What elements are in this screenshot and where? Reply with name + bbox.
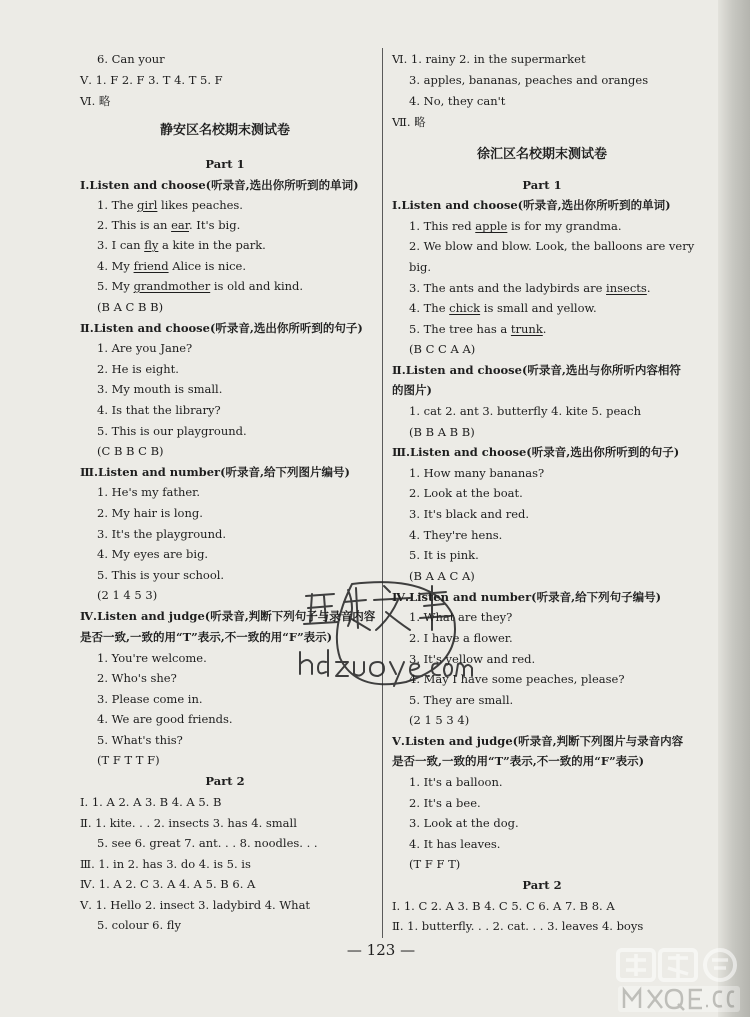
section-heading — [392, 362, 681, 378]
section-instruction: 是否一致,一致的用“T”表示,不一致的用“F”表示) — [80, 630, 333, 644]
list-item: 1. Are you Jane? — [97, 341, 193, 355]
list-item: 2. It's a bee. — [409, 796, 481, 810]
section-instruction: 的图片) — [392, 383, 432, 397]
answer-line: Ⅱ. 1. butterfly. . . 2. cat. . . 3. leaves 4. boys — [392, 919, 644, 933]
list-item: 1. How many bananas? — [409, 466, 545, 480]
list-item: 1. You're welcome. — [97, 651, 207, 665]
item-text: is small and yellow. — [480, 301, 597, 315]
item-text: 1. The — [97, 198, 138, 212]
answer-line: Ⅵ. 1. rainy 2. in the supermarket — [392, 52, 586, 66]
list-item — [392, 280, 650, 296]
list-item — [392, 218, 622, 234]
answer-line: (B A C B B) — [97, 300, 164, 314]
section-heading — [392, 733, 683, 749]
list-item — [80, 237, 266, 253]
list-item: 4. May I have some peaches, please? — [409, 672, 625, 686]
answer-line: (C B B C B) — [97, 444, 164, 458]
exam-title: 徐汇区名校期末测试卷 — [476, 147, 607, 162]
underlined-word: fly — [144, 238, 159, 252]
list-item: 3. It's black and red. — [409, 507, 530, 521]
section-number: Ⅰ. — [392, 198, 402, 212]
answer-line: Ⅴ. 1. Hello 2. insect 3. ladybird 4. What — [80, 898, 311, 912]
section-heading — [392, 444, 679, 460]
list-item: 5. This is our playground. — [97, 424, 247, 438]
section-heading — [80, 320, 363, 336]
answer-line: Ⅱ. 1. kite. . . 2. insects 3. has 4. small — [80, 816, 297, 830]
item-text: . It's big. — [189, 218, 241, 232]
list-item: 2. I have a flower. — [409, 631, 513, 645]
answer-line: 4. No, they can't — [409, 94, 506, 108]
answer-line: Ⅴ. 1. F 2. F 3. T 4. T 5. F — [80, 73, 223, 87]
section-heading — [392, 589, 661, 605]
underlined-word: ear — [171, 218, 189, 232]
answer-line: 5. see 6. great 7. ant. . . 8. noodles. . . — [97, 836, 318, 850]
section-instruction: (听录音,判断下列句子与录音内容 — [204, 609, 376, 623]
section-instruction-cont — [392, 753, 644, 769]
underlined-word: chick — [449, 301, 481, 315]
section-title: Listen and choose — [405, 363, 522, 377]
section-title: Listen and judge — [97, 609, 205, 623]
answer-line: 1. cat 2. ant 3. butterfly 4. kite 5. peach — [409, 404, 641, 418]
list-item: 5. They are small. — [409, 693, 514, 707]
answer-line: Ⅵ. 略 — [80, 94, 111, 108]
section-instruction: (听录音,选出与你所听内容相符 — [521, 363, 681, 377]
part-heading: Part 1 — [205, 157, 245, 171]
section-title: Listen and judge — [404, 734, 513, 748]
section-instruction-cont — [392, 382, 432, 398]
section-number: Ⅴ. — [392, 734, 405, 748]
exam-title: 静安区名校期末测试卷 — [159, 123, 290, 138]
answer-line: (2 1 4 5 3) — [97, 588, 158, 602]
underlined-word: insects — [606, 281, 647, 295]
answer-line: (2 1 5 3 4) — [409, 713, 470, 727]
answer-line: (B A A C A) — [409, 569, 475, 583]
item-text: is old and kind. — [210, 279, 304, 293]
part-heading: Part 1 — [522, 178, 562, 192]
list-item: 4. My eyes are big. — [97, 547, 209, 561]
section-number: Ⅱ. — [392, 363, 406, 377]
answer-line: Ⅰ. 1. C 2. A 3. B 4. C 5. C 6. A 7. B 8. A — [392, 899, 615, 913]
section-title: Listen and choose — [93, 321, 210, 335]
list-item: 1. It's a balloon. — [409, 775, 503, 789]
section-instruction: (听录音,选出你所听到的句子) — [209, 321, 363, 335]
list-item: 3. It's yellow and red. — [409, 652, 536, 666]
item-text: 3. The ants and the ladybirds are — [409, 281, 607, 295]
list-item — [80, 197, 243, 213]
list-item: 4. It has leaves. — [409, 837, 501, 851]
answer-line: 5. colour 6. fly — [97, 918, 181, 932]
answer-line: (B B A B B) — [409, 425, 475, 439]
list-item: 2. Who's she? — [97, 671, 177, 685]
underlined-word: girl — [137, 198, 158, 212]
list-item: 2. Look at the boat. — [409, 486, 523, 500]
list-item: 4. They're hens. — [409, 528, 503, 542]
part-heading: Part 2 — [205, 774, 245, 788]
list-item: 1. He's my father. — [97, 485, 201, 499]
list-item: 3. Please come in. — [97, 692, 203, 706]
underlined-word: apple — [475, 219, 508, 233]
section-title: Listen and choose — [401, 198, 518, 212]
section-title: Listen and number — [409, 590, 532, 604]
item-text: 5. My — [97, 279, 134, 293]
item-text: 1. This red — [409, 219, 476, 233]
list-item: 3. My mouth is small. — [97, 382, 223, 396]
item-text: 3. I can — [97, 238, 145, 252]
page-number: — 123 — — [346, 941, 416, 959]
section-title: Listen and choose — [410, 445, 527, 459]
answer-line: 6. Can your — [97, 52, 165, 66]
book-spine-edge — [718, 0, 750, 1017]
list-item — [392, 300, 597, 316]
item-text: 5. The tree has a — [409, 322, 511, 336]
section-instruction: (听录音,选出你所听到的句子) — [526, 445, 680, 459]
list-item: 2. We blow and blow. Look, the balloons are very — [409, 239, 695, 253]
section-instruction: (听录音,给下列句子编号) — [531, 590, 662, 604]
answer-line: (T F T T F) — [97, 753, 160, 767]
section-instruction: (听录音,给下列图片编号) — [220, 465, 350, 479]
item-text: 4. My — [97, 259, 134, 273]
part-heading: Part 2 — [522, 878, 562, 892]
list-item: 2. My hair is long. — [97, 506, 203, 520]
list-item: 2. He is eight. — [97, 362, 179, 376]
list-item: 1. What are they? — [409, 610, 513, 624]
section-number: Ⅳ. — [80, 609, 98, 623]
answer-line: Ⅶ. 略 — [392, 115, 426, 129]
answer-line: Ⅲ. 1. in 2. has 3. do 4. is 5. is — [80, 857, 251, 871]
answer-line: 3. apples, bananas, peaches and oranges — [409, 73, 649, 87]
section-number: Ⅲ. — [392, 445, 411, 459]
list-item — [80, 217, 240, 233]
list-item — [392, 321, 546, 337]
list-item: 5. What's this? — [97, 733, 183, 747]
item-text: . — [646, 281, 651, 295]
section-heading — [392, 197, 671, 213]
list-item: 5. This is your school. — [97, 568, 225, 582]
list-item: 3. It's the playground. — [97, 527, 227, 541]
section-heading — [80, 608, 375, 624]
item-text: Alice is nice. — [168, 259, 247, 273]
answer-line: Ⅳ. 1. A 2. C 3. A 4. A 5. B 6. A — [80, 877, 256, 891]
section-title: Listen and number — [98, 465, 221, 479]
section-instruction-cont — [80, 629, 332, 645]
underlined-word: grandmother — [133, 279, 211, 293]
list-item: 4. We are good friends. — [97, 712, 233, 726]
section-number: Ⅳ. — [392, 590, 410, 604]
list-item: 5. It is pink. — [409, 548, 479, 562]
item-text: is for my grandma. — [507, 219, 622, 233]
item-text: . — [542, 322, 547, 336]
section-instruction: (听录音,选出你所听到的单词) — [205, 178, 359, 192]
list-item-cont: big. — [409, 260, 432, 274]
item-text: 2. This is an — [97, 218, 172, 232]
answer-line: Ⅰ. 1. A 2. A 3. B 4. A 5. B — [80, 795, 222, 809]
section-instruction: 是否一致,一致的用“T”表示,不一致的用“F”表示) — [392, 754, 645, 768]
section-instruction: (听录音,判断下列图片与录音内容 — [512, 734, 684, 748]
section-number: Ⅱ. — [80, 321, 94, 335]
item-text: 4. The — [409, 301, 450, 315]
underlined-word: trunk — [510, 322, 543, 336]
section-instruction: (听录音,选出你所听到的单词) — [517, 198, 671, 212]
list-item: 4. Is that the library? — [97, 403, 221, 417]
item-text: a kite in the park. — [158, 238, 266, 252]
list-item: 3. Look at the dog. — [409, 816, 519, 830]
list-item — [80, 258, 246, 274]
section-title: Listen and choose — [89, 178, 206, 192]
section-number: Ⅰ. — [80, 178, 90, 192]
answer-line: (B C C A A) — [409, 342, 476, 356]
underlined-word: friend — [133, 259, 169, 273]
list-item — [80, 278, 303, 294]
answer-line: (T F F T) — [409, 857, 461, 871]
item-text: likes peaches. — [157, 198, 243, 212]
section-number: Ⅲ. — [80, 465, 99, 479]
section-heading — [80, 464, 350, 480]
section-heading — [80, 177, 359, 193]
column-divider — [382, 48, 383, 938]
